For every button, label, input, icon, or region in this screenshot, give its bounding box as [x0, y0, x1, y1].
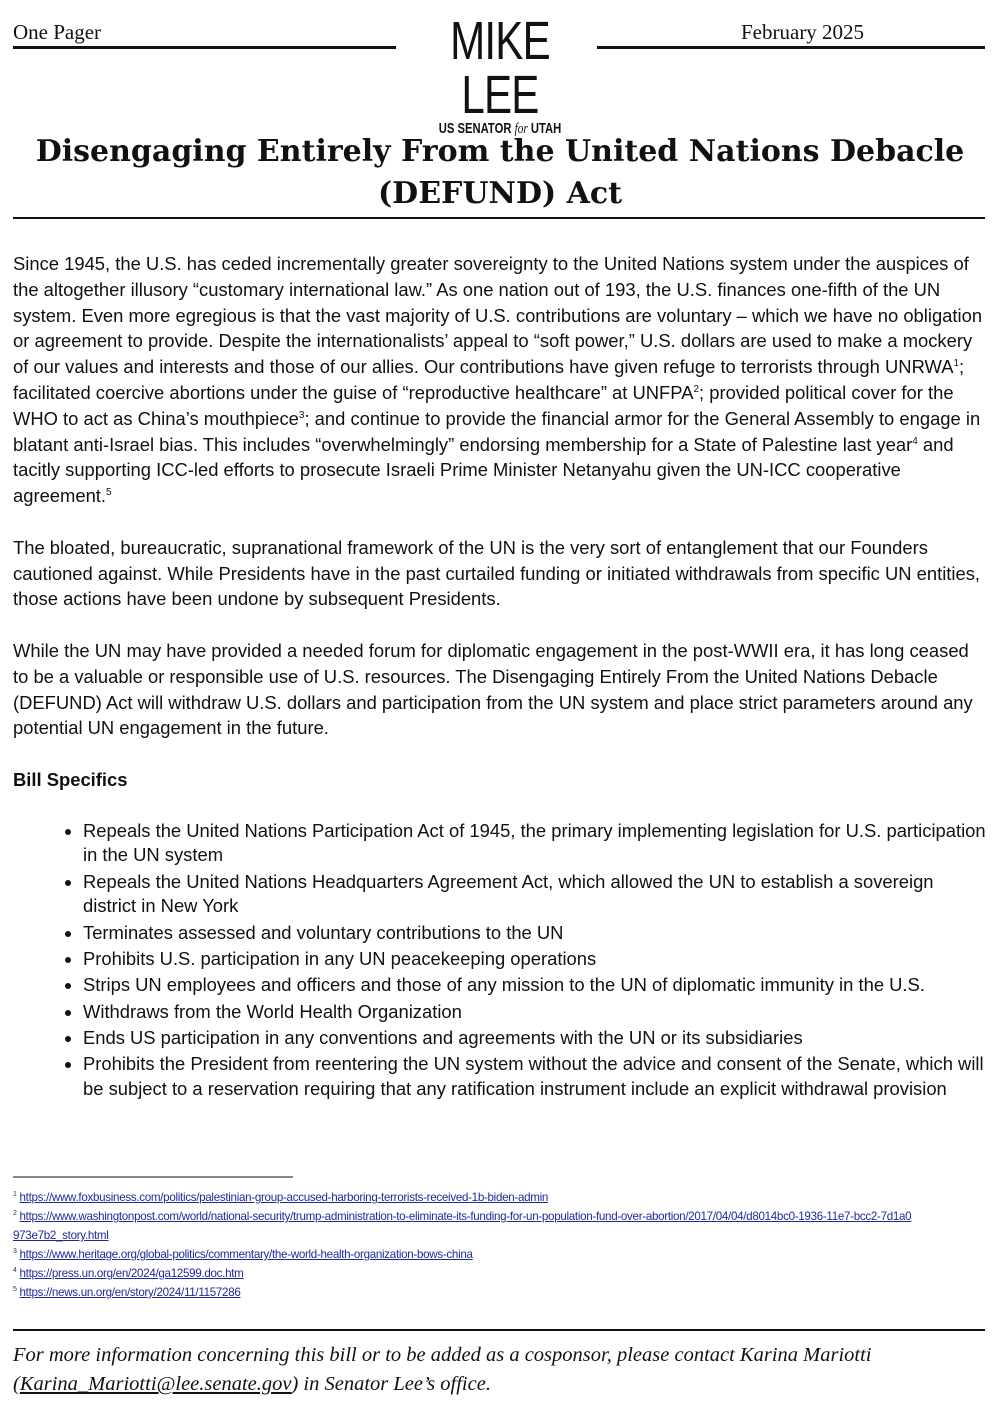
footnote: $^3$ https://www.heritage.org/global-politics/commentary/the-world-health-organization-bows-china [13, 1248, 473, 1261]
page-title [0, 131, 1000, 215]
footnote-link[interactable]: https://www.heritage.org/global-politics/commentary/the-world-health-organization-bows-china [19, 1248, 473, 1261]
document-type: One Pager [13, 20, 102, 44]
header-rule-right [597, 46, 985, 49]
logo-name: MIKE LEE [450, 11, 550, 125]
paragraph-1: Since 1945, the U.S. has ceded incrementally greater sovereignty to the United Nations system under the auspices of the altogether illusory “customary international law.” As one nation out of 193, the U.S. finances one-fifth of the UN system. Even more egregious is that the vast majority of U.S. contributions are voluntary – which we have no obligation or agreement to provide. Despite the internationalists’ appeal to “soft power,” U.S. dollars are used to make a mockery of our values and interests and those of our allies. Our contributions have given refuge to terrorists through UNRWA$^1$; facilitated coercive abortions under the guise of “reproductive healthcare” at UNFPA$^2$; provided political cover for the WHO to act as China’s mouthpiece$^3$; and continue to provide the financial armor for the General Assembly to engage in blatant anti-Israel bias. This includes “overwhelmingly” endorsing membership for a State of Palestine last year$^4$ and tacitly supporting ICC-led efforts to prosecute Israeli Prime Minister Netanyahu given the UN-ICC cooperative agreement.$^5$ [13, 253, 983, 507]
list-item: • Repeals the United Nations Headquarters Agreement Act, which allowed the UN to establish a sovereign district in New York [83, 870, 988, 920]
footnote-link[interactable]: https://www.washingtonpost.com/world/national-security/trump-administration-to-eliminate-its-funding-for-un-population-fund-over-abortion/2017/04/04/d8014bc0-1936-11e7-bcc2-7d1a0973e7b2_story.html [13, 1210, 912, 1242]
list-item: • Repeals the United Nations Participation Act of 1945, the primary implementing legislation for U.S. participation in the UN system [83, 819, 988, 869]
footer-rule [13, 1329, 985, 1331]
bill-specifics-heading: Bill Specifics [13, 768, 128, 790]
contact-email[interactable]: Karina_Mariotti@lee.senate.gov [19, 1373, 292, 1395]
body-text [13, 251, 988, 1103]
footnote-link[interactable]: https://news.un.org/en/story/2024/11/1157286 [19, 1286, 241, 1299]
footnote: $^4$ https://press.un.org/en/2024/ga12599.doc.htm [13, 1267, 244, 1280]
footnote: $^1$ https://www.foxbusiness.com/politics/palestinian-group-accused-harboring-terrorists-received-1b-biden-admin [13, 1191, 549, 1204]
list-item: • Ends US participation in any conventions and agreements with the UN or its subsidiaries [83, 1026, 988, 1051]
footnote-link[interactable]: https://www.foxbusiness.com/politics/palestinian-group-accused-harboring-terrorists-received-1b-biden-admin [19, 1191, 549, 1204]
document-date: February 2025 [741, 20, 865, 44]
title-line-1: Disengaging Entirely From the United Nations Debacle [35, 134, 965, 169]
header-rule-left [13, 46, 396, 49]
paragraph-2: The bloated, bureaucratic, supranational framework of the UN is the very sort of entanglement that our Founders cautioned against. While Presidents have in the past curtailed funding or initiated withdrawals from specific UN entities, those actions have been undone by subsequent Presidents. [13, 536, 981, 610]
footnote-link[interactable]: https://press.un.org/en/2024/ga12599.doc.htm [19, 1267, 244, 1280]
footnote: $^5$ https://news.un.org/en/story/2024/11/1157286 [13, 1286, 241, 1299]
list-item: • Strips UN employees and officers and those of any mission to the UN of diplomatic immunity in the U.S. [83, 973, 988, 998]
senator-logo [405, 11, 595, 138]
footnote: $^2$ https://www.washingtonpost.com/world/national-security/trump-administration-to-eliminate-its-funding-for-un-population-fund-over-abortion/2017/04/04/d8014bc0-1936-11e7-bcc2-7d1a0973e7b2_story.html [13, 1210, 912, 1242]
contact-footer: For more information concerning this bill or to be added as a cosponsor, please contact Karina Mariotti (Karina_Mariotti@lee.senate.gov) in Senator Lee’s office. [13, 1344, 872, 1395]
bill-specifics-list [13, 819, 988, 1102]
logo-subtitle: US SENATOR for UTAH [438, 120, 562, 137]
title-rule [13, 217, 985, 219]
list-item: • Withdraws from the World Health Organization [83, 1000, 988, 1025]
list-item: • Terminates assessed and voluntary contributions to the UN [83, 921, 988, 946]
list-item: • Prohibits U.S. participation in any UN peacekeeping operations [83, 947, 988, 972]
footnote-separator [13, 1176, 293, 1178]
list-item: • Prohibits the President from reentering the UN system without the advice and consent of the Senate, which will be subject to a reservation requiring that any ratification instrument include an explicit withdrawal provision [83, 1052, 988, 1102]
paragraph-3: While the UN may have provided a needed forum for diplomatic engagement in the post-WWII era, it has long ceased to be a valuable or responsible use of U.S. resources. The Disengaging Entirely From the United Nations Debacle (DEFUND) Act will withdraw U.S. dollars and participation from the UN system and place strict parameters around any potential UN engagement in the future. [13, 639, 973, 739]
footnotes [13, 1188, 913, 1302]
title-line-2: (DEFUND) Act [377, 176, 622, 211]
